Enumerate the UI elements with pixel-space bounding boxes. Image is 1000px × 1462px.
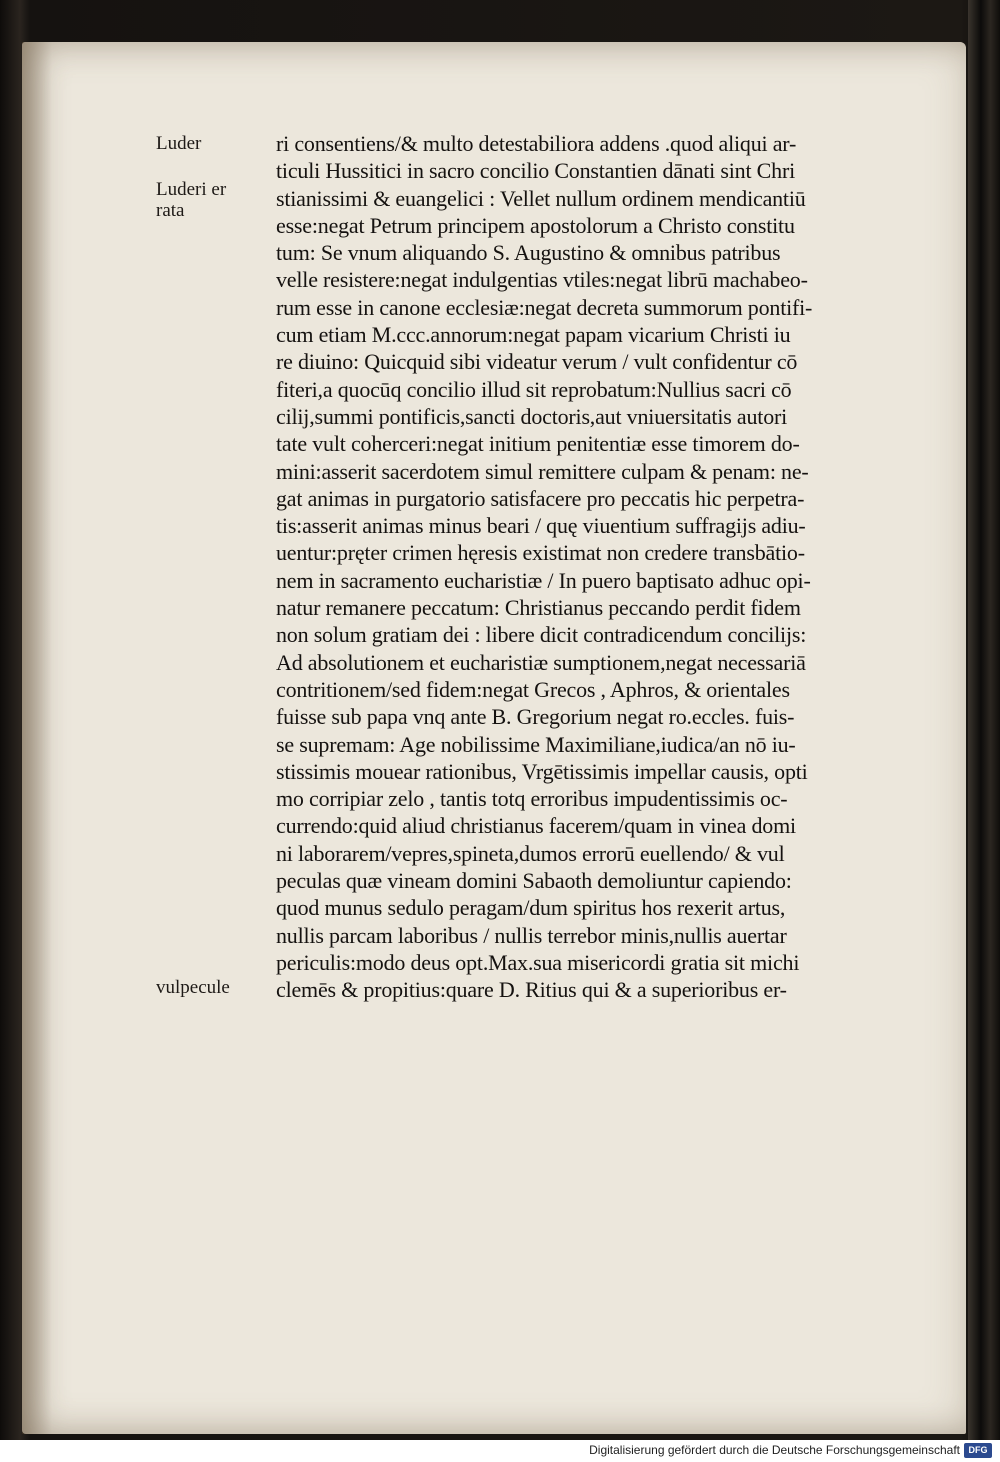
text-line: tate vult coherceri:negat initium penitentiæ esse timorem do-	[276, 431, 800, 457]
text-line: ni laborarem/vepres,spineta,dumos errorū euellendo/ & vul	[276, 840, 785, 866]
text-line: currendo:quid aliud christianus facerem/quam in vinea domi	[276, 813, 796, 839]
text-line: cilij,summi pontificis,sancti doctoris,aut vniuersitatis autori	[276, 403, 788, 429]
text-line: re diuino: Quicquid sibi videatur verum / vult confidentur cō	[276, 349, 798, 375]
text-line: tis:asserit animas minus beari / quę viuentium suffragijs adiu-	[276, 513, 806, 539]
text-line: non solum gratiam dei : libere dicit contradicendum concilijs:	[276, 622, 807, 648]
text-line: periculis:modo deus opt.Max.sua misericordi gratia sit michi	[276, 949, 800, 975]
marginal-note-luder: Luder	[156, 133, 202, 154]
page-stain	[22, 42, 52, 1434]
text-line: velle resistere:negat indulgentias vtiles:negat librū machabeo-	[276, 267, 808, 293]
text-line: nem in sacramento eucharistiæ / In puero baptisato adhuc opi-	[276, 567, 811, 593]
footer-bar	[0, 1440, 1000, 1462]
text-line: se supremam: Age nobilissime Maximiliane,iudica/an nō iu-	[276, 731, 796, 757]
text-line: mini:asserit sacerdotem simul remittere culpam & penam: ne-	[276, 458, 809, 484]
text-line: Ad absolutionem et eucharistiæ sumptionem,negat necessariā	[276, 649, 806, 675]
dfg-logo: DFG	[964, 1443, 992, 1458]
text-line: tum: Se vnum aliquando S. Augustino & omnibus patribus	[276, 240, 781, 266]
marginal-note-luderi-errata-2: rata	[156, 200, 185, 221]
text-line: stissimis mouear rationibus, Vrgētissimis impellar causis, opti	[276, 758, 808, 784]
text-line: nullis parcam laboribus / nullis terrebor minis,nullis auertar	[276, 922, 787, 948]
text-line: rum esse in canone ecclesiæ:negat decreta summorum pontifi-	[276, 294, 813, 320]
text-line: mo corripiar zelo , tantis totq erroribus impudentissimis oc-	[276, 786, 788, 812]
text-line: esse:negat Petrum principem apostolorum a Christo constitu	[276, 212, 795, 238]
text-line: contritionem/sed fidem:negat Grecos , Aphros, & orientales	[276, 676, 790, 702]
marginal-note-luderi-errata-1: Luderi er	[156, 179, 227, 200]
main-text-block	[276, 130, 958, 1004]
text-line: ticuli Hussitici in sacro concilio Constantien dānati sint Chri	[276, 158, 795, 184]
text-line: ri consentiens/& multo detestabiliora addens .quod aliqui ar-	[276, 131, 797, 156]
text-line: fuisse sub papa vnq ante B. Gregorium negat ro.eccles. fuis-	[276, 704, 795, 730]
text-line: cum etiam M.ccc.annorum:negat papam vicarium Christi iu	[276, 322, 791, 348]
text-line: peculas quæ vineam domini Sabaoth demoliuntur capiendo:	[276, 868, 792, 894]
footer-credit: Digitalisierung gefördert durch die Deutsche Forschungsgemeinschaft	[589, 1443, 960, 1457]
text-line: natur remanere peccatum: Christianus peccando perdit fidem	[276, 595, 801, 621]
text-line: quod munus sedulo peragam/dum spiritus hos rexerit artus,	[276, 895, 786, 921]
text-line: fiteri,a quocūq concilio illud sit reprobatum:Nullius sacri cō	[276, 376, 792, 402]
text-line: uentur:pręter crimen hęresis existimat non credere transbātio-	[276, 540, 805, 566]
book-spine	[968, 0, 1000, 1440]
text-line: stianissimi & euangelici : Vellet nullum ordinem mendicantiū	[276, 185, 806, 211]
text-line: clemēs & propitius:quare D. Ritius qui & a superioribus er-	[276, 977, 787, 1003]
text-line: gat animas in purgatorio satisfacere pro peccatis hic perpetra-	[276, 485, 805, 511]
marginal-note-vulpecule: vulpecule	[156, 977, 230, 998]
